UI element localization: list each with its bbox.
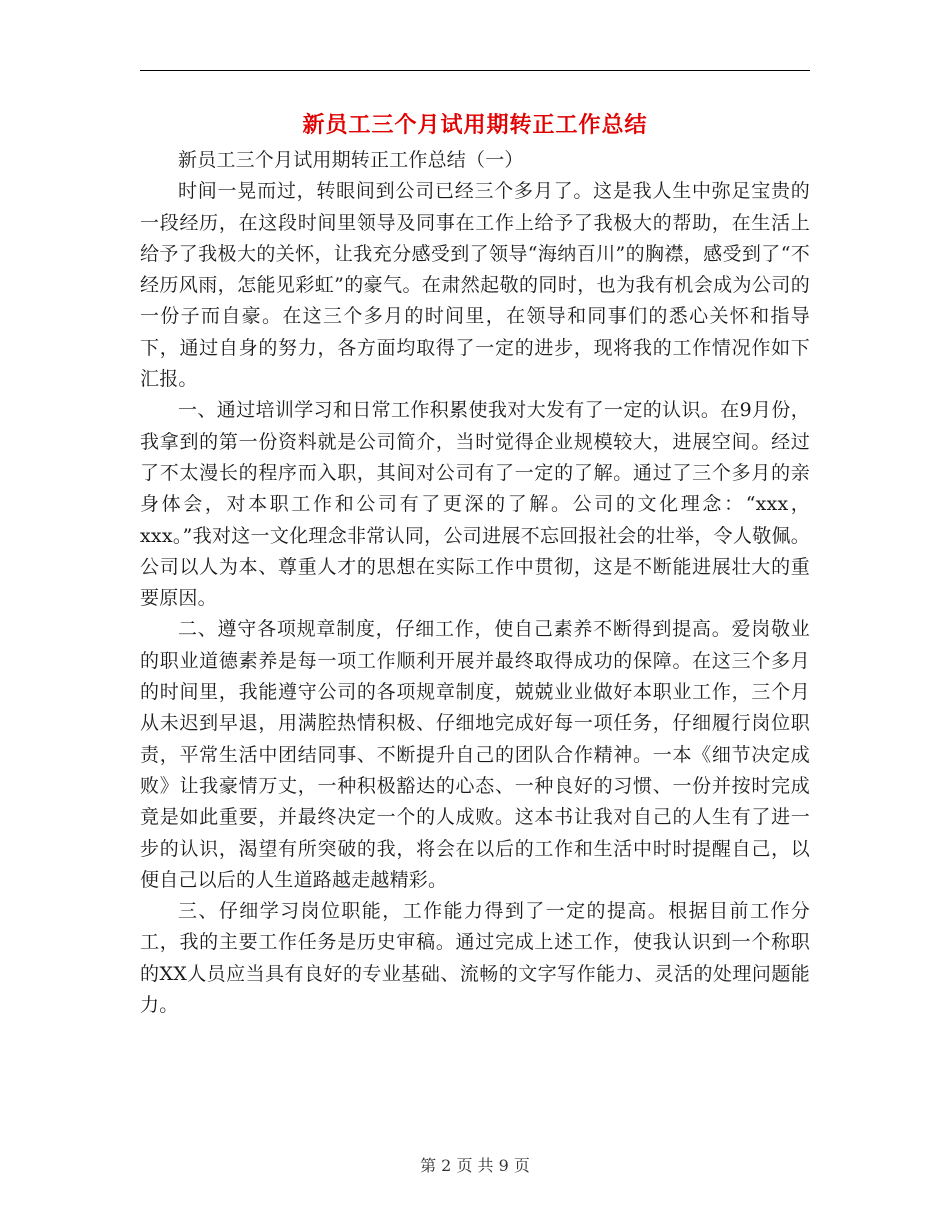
paragraph-point-3: 三、仔细学习岗位职能，工作能力得到了一定的提高。根据目前工作分工，我的主要工作任务是历史审稿。通过完成上述工作，使我认识到一个称职的XX人员应当具有良好的专业基础、流畅的文字写作能力、灵活的处理问题能力。: [140, 900, 810, 1017]
paragraph-point-1: 一、通过培训学习和日常工作积累使我对大发有了一定的认识。在9月份，我拿到的第一份资料就是公司简介，当时觉得企业规模较大，进展空间。经过了不太漫长的程序而入职，其间对公司有了一定的了解。通过了三个多月的亲身体会，对本职工作和公司有了更深的了解。公司的文化理念：“xxx，xxx。”我对这一文化理念非常认同，公司进展不忘回报社会的壮举，令人敬佩。公司以人为本、尊重人才的思想在实际工作中贯彻，这是不断能进展壮大的重要原因。: [140, 399, 810, 610]
paragraph-intro: 时间一晃而过，转眼间到公司已经三个多月了。这是我人生中弥足宝贵的一段经历，在这段时间里领导及同事在工作上给予了我极大的帮助，在生活上给予了我极大的关怀，让我充分感受到了领导“海纳百川”的胸襟，感受到了“不经历风雨，怎能见彩虹”的豪气。在肃然起敬的同时，也为我有机会成为公司的一份子而自豪。在这三个多月的时间里，在领导和同事们的悉心关怀和指导下，通过自身的努力，各方面均取得了一定的进步，现将我的工作情况作如下汇报。: [140, 180, 810, 391]
paragraph-point-2: 二、遵守各项规章制度，仔细工作，使自己素养不断得到提高。爱岗敬业的职业道德素养是每一项工作顺利开展并最终取得成功的保障。在这三个多月的时间里，我能遵守公司的各项规章制度，兢兢业业做好本职业工作，三个月从未迟到早退，用满腔热情积极、仔细地完成好每一项任务，仔细履行岗位职责，平常生活中团结同事、不断提升自己的团队合作精神。一本《细节决定成败》让我豪情万丈，一种积极豁达的心态、一种良好的习惯、一份并按时完成竟是如此重要，并最终决定一个的人成败。这本书让我对自己的人生有了进一步的认识，渴望有所突破的我，将会在以后的工作和生活中时时提醒自己，以便自己以后的人生道路越走越精彩。: [140, 618, 810, 891]
page-number: 第 2 页 共 9 页: [420, 1156, 530, 1175]
document-title: 新员工三个月试用期转正工作总结: [302, 112, 648, 138]
header-rule: [140, 70, 810, 71]
section-subtitle: 新员工三个月试用期转正工作总结（一）: [178, 149, 524, 171]
document-body: [140, 145, 810, 1021]
